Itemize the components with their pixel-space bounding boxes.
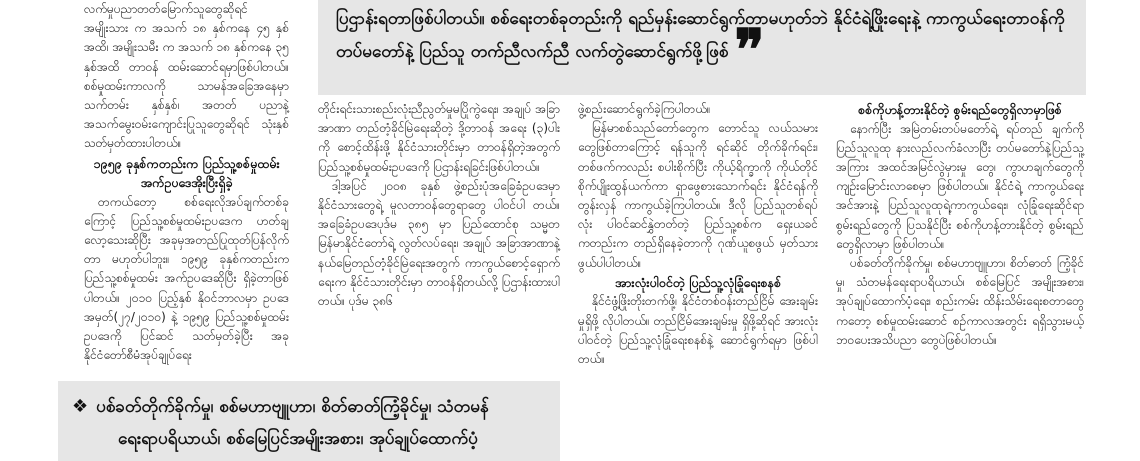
- column2-paragraph-1: တိုင်းရင်းသားစည်းလုံးညီညွတ်မှုမပြိုကွဲရေး၊ အချုပ် အခြာအာဏာ တည်တံ့ခိုင်မြဲရေးဆိုတဲ့ ဒို့တာဝန် အရေး (၃)ပါးကို စောင့်ထိန်းဖို့ နိုင်ငံသားတိုင်းမှာ တာဝန်ရှိတဲ့အတွက် ပြည်သူ့စစ်မှုထမ်းဥပဒေကို ပြဌာန်းရခြင်းဖြစ်ပါတယ်။: [318, 102, 560, 174]
- pull-quote-text: [336, 3, 1070, 83]
- highlight-line-2: [72, 423, 548, 455]
- highlight-line-2-text: ရေးရာပရိယာယ်၊ စစ်မြေပြင်အမျိုးအစား၊ အုပ်ချုပ်ထောက်ပံ့: [118, 429, 478, 449]
- highlight-box: [58, 381, 560, 461]
- pull-quote-box: [318, 0, 1086, 95]
- article-column-3: [578, 100, 818, 369]
- diamond-bullet-icon: ❖: [72, 396, 89, 417]
- column3-paragraph-1: ဖွဲ့စည်းဆောင်ရွက်ခဲ့ကြပါတယ်။: [578, 102, 711, 116]
- column3-paragraph-2: မြန်မာစစ်သည်တော်တွေက တောင်သူ လယ်သမားတွေဖြစ်တာကြောင့် ရန်သူကို ရင်ဆိုင် တိုက်ခိုက်ရင်း၊ တစ်ဖက်ကလည်း စပါးစိုက်ပြီး ကိုယ့်ရိက္ခာကို ကိုယ်တိုင်စိုက်ပျိုးထွန်ယက်ကာ ရှာဖွေစားသောက်ရင်း နိုင်ငံရန်ကို တွန်းလှန် ကာကွယ်ခဲ့ကြပါတယ်။ ဒီလို ပြည်သူတစ်ရပ်လုံး ပါဝင်ဆင်နွှဲတတ်တဲ့ ပြည်သူ့စစ်က ရှေးယခင် ကတည်းက တည်ရှိနေခဲ့တာကို ဂုဏ်ယူစဖွယ် မှတ်သားဖွယ်ပါပါတယ်။: [578, 121, 818, 270]
- column4-subheading: စစ်ကိုဟန့်တားနိုင်တဲ့ စွမ်းရည်တွေရှိလာမှာဖြစ်: [858, 102, 1062, 117]
- column1-subheading: ၁၉၅၉ ခုနှစ်ကတည်းက ပြည်သူ့စစ်မှုထမ်း အက်ဥပဒေအိုးပြီးရှိခဲ့: [93, 155, 280, 191]
- column4-paragraph-2: ပစ်ခတ်တိုက်ခိုက်မှု၊ စစ်မဟာဗျူဟာ၊ စိတ်ဓာတ် ကြံ့ခိုင်မှု၊ သံတမန်ရေးရာပရိယာယ်၊ စစ်မြေပြင် အမျိုးအစား၊ အုပ်ချုပ်ထောက်ပံ့ရေး၊ စည်းကမ်း ထိန်းသိမ်းရေးစတာတွေကတော့ စစ်မှုထမ်းဆောင် စဉ်ကာလအတွင်း ရရှိသွားမယ့် ဘဝပေးအသိပညာ တွေပဲဖြစ်ပါတယ်။: [836, 255, 1084, 347]
- column4-paragraph-1: နောက်ပြီး အမြဲတမ်းတပ်မတော်ရဲ့ ရပ်တည် ချက်ကို ပြည်သူလူထု နားလည်လက်ခံလာပြီး တပ်မတော်နဲ့ပြည်သူ့အကြား အထင်အမြင်လွဲမှားမှု တွေ၊ ကွာဟချက်တွေကို ကျဉ်းမြောင်းလာစေမှာ ဖြစ်ပါတယ်။ နိုင်ငံရဲ့ ကာကွယ်ရေးအင်အားနဲ့ ပြည်သူလူထုရဲ့ကာကွယ်ရေး၊ လုံခြုံရေးဆိုင်ရာ စွမ်းရည်တွေကို ပြသနိုင်ပြီး စစ်ကိုဟန့်တားနိုင်တဲ့ စွမ်းရည်တွေရှိလာမှာ ဖြစ်ပါတယ်။: [836, 121, 1084, 251]
- pull-quote-body: ပြဌာန်းရတာဖြစ်ပါတယ်။ စစ်ရေးတစ်ခုတည်းကို ရည်မှန်းဆောင်ရွက်တာမဟုတ်ဘဲ နိုင်ငံရဲ့ဖြိုးရေးနဲ့ ကာကွယ်ရေးတာဝန်ကို တပ်မတော်နဲ့ ပြည်သူ တက်ညီလက်ညီ လက်တွဲဆောင်ရွက်ဖို့ဖြစ်: [336, 9, 1065, 62]
- highlight-line-1: [72, 391, 548, 423]
- article-column-1: [84, 0, 289, 365]
- article-column-2: [318, 100, 560, 311]
- column1-paragraph: လက်မှုပညာတတ်မြောက်သူတွေဆိုရင် အမျိုးသား က အသက် ၁၈ နှစ်ကနေ ၄၅ နှစ်အထိ၊ အမျိုးသမီး က အသက် ၁၈ နှစ်ကနေ ၃၅ နှစ်အထိ တာဝန် ထမ်းဆောင်ရမှာဖြစ်ပါတယ်။ စစ်မှုထမ်းကာလကို သာမန်အခြေအနေမှာ သက်တမ်း နှစ်နှစ်၊ အတတ် ပညာနဲ့ အသက်မွေးဝမ်းကျောင်းပြုသူတွေဆိုရင် သုံးနှစ် သတ်မှတ်ထားပါတယ်။: [84, 2, 289, 151]
- article-column-4: [836, 100, 1084, 350]
- closing-quote-icon: ❞: [734, 17, 765, 83]
- highlight-line-1-text: ပစ်ခတ်တိုက်ခိုက်မှု၊ စစ်မဟာဗျူဟာ၊ စိတ်ဓာတ်ကြံ့ခိုင်မှု၊ သံတမန်: [96, 397, 489, 417]
- column3-subheading: အားလုံးပါဝင်တဲ့ ပြည်သူ့လုံခြုံရေးစနစ်: [614, 274, 782, 290]
- column2-paragraph-2: ဒါ့အပြင် ၂၀၀၈ ခုနှစ် ဖွဲ့စည်းပုံအခြေခံဥပဒေမှာ နိုင်ငံသားတွေရဲ့ မူလတာဝန်တွေရာတွေ ပါဝင်ပါ တယ်။ အခြေခံဥပဒေပုဒ်မ ၃၈၅ မှာ ပြည်ထောင်စု သမ္မတမြန်မာနိုင်ငံတော်ရဲ့ လွတ်လပ်ရေး၊ အချုပ် အခြာအာဏာနဲ့ နယ်မြေတည်တံ့ခိုင်မြဲရေးအတွက် ကာကွယ်စောင့်ရှောက်ရေးက နိုင်ငံသားတိုင်းမှာ တာဝန်ရှိတယ်လို့ ပြဌာန်းထားပါတယ်။ ပုဒ်မ ၃၈၆: [318, 178, 560, 309]
- column1-body: တကယ်တော့ စစ်ရေးလိုအပ်ချက်တစ်ခုကြောင့် ပြည်သူ့စစ်မှုထမ်းဥပဒေက ဟတ်ချလော့သေးဆိုပြီး အခုမှအတည်ပြုထုတ်ပြန်လိုက်တာ မဟုတ်ပါဘူး။ ၁၉၅၉ ခုနှစ်ကတည်းက ပြည်သူ့စစ်မှုထမ်း အက်ဥပဒေဆိုပြီး ရှိခဲ့တာဖြစ်ပါတယ်။ ၂၀၁၀ ပြည့်နှစ် နိုဝင်ဘာလမှာ ဥပဒေအမှတ်(၂၇/၂၀၁၀) နဲ့ ၁၉၅၉ ပြည်သူ့စစ်မှုထမ်းဥပဒေကို ပြင်ဆင် သတ်မှတ်ခဲ့ပြီး အခု နိုင်ငံတော်စီမံအုပ်ချုပ်ရေး: [84, 194, 289, 363]
- column3-paragraph-3: နိုင်ငံဖွံ့ဖြိုးတိုးတက်ဖို့၊ နိုင်ငံတစ်ဝန်းတည်ငြိမ် အေးချမ်းမှုရှိဖို့ လိုပါတယ်။ တည်ငြိမ်အေးချမ်းမှု ရှိဖို့ဆိုရင် အားလုံးပါဝင်တဲ့ ပြည်သူ့လုံခြုံရေးစနစ်နဲ့ ဆောင်ရွက်ရမှာ ဖြစ်ပါတယ်။: [578, 294, 818, 366]
